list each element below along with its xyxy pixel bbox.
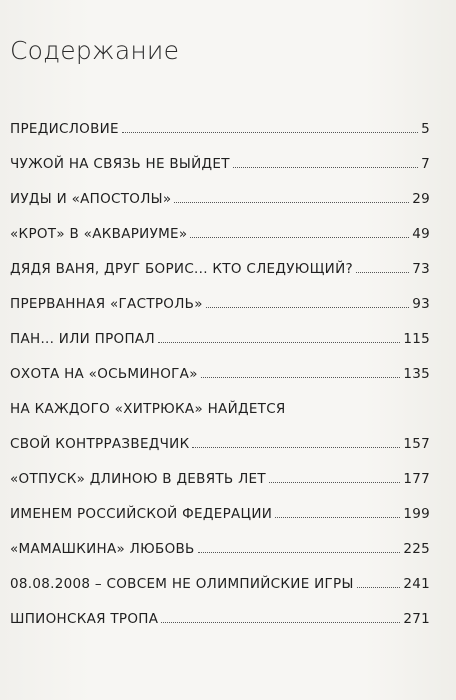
toc-entry-page: 135 (403, 366, 430, 382)
toc-entry-page: 7 (421, 156, 430, 172)
dot-leader (198, 552, 401, 553)
toc-entry (10, 573, 430, 592)
dot-leader (275, 517, 400, 518)
toc-entry (10, 503, 430, 522)
toc-entry-title: ПАН... ИЛИ ПРОПАЛ (10, 331, 155, 347)
page-title: Содержание (10, 36, 180, 65)
toc-entry (10, 293, 430, 312)
toc-entry-title: ИУДЫ И «АПОСТОЛЫ» (10, 191, 172, 207)
toc-entry-page: 73 (412, 261, 430, 277)
toc-entry-page: 49 (412, 226, 430, 242)
dot-leader (269, 482, 400, 483)
table-of-contents (10, 118, 430, 643)
dot-leader (158, 342, 400, 343)
dot-leader (192, 447, 400, 448)
dot-leader (201, 377, 401, 378)
toc-entry (10, 538, 430, 557)
toc-entry-title: «КРОТ» В «АКВАРИУМЕ» (10, 226, 188, 242)
toc-entry-title: «МАМАШКИНА» ЛЮБОВЬ (10, 541, 195, 557)
toc-entry (10, 398, 430, 417)
dot-leader (161, 622, 400, 623)
dot-leader (356, 272, 409, 273)
toc-entry (10, 188, 430, 207)
toc-entry-title: ЧУЖОЙ НА СВЯЗЬ НЕ ВЫЙДЕТ (10, 156, 230, 172)
toc-entry-page: 115 (403, 331, 430, 347)
toc-entry (10, 363, 430, 382)
toc-entry-page: 93 (412, 296, 430, 312)
toc-entry-page: 199 (403, 506, 430, 522)
toc-entry-title: ПРЕРВАННАЯ «ГАСТРОЛЬ» (10, 296, 203, 312)
dot-leader (122, 132, 418, 133)
toc-entry-title: ПРЕДИСЛОВИЕ (10, 121, 119, 137)
dot-leader (233, 167, 418, 168)
dot-leader (206, 307, 409, 308)
toc-entry-title: СВОЙ КОНТРРАЗВЕДЧИК (10, 436, 190, 452)
toc-entry (10, 223, 430, 242)
toc-entry-title: ДЯДЯ ВАНЯ, ДРУГ БОРИС... КТО СЛЕДУЮЩИЙ? (10, 261, 353, 277)
toc-entry-page: 29 (412, 191, 430, 207)
toc-entry-page: 241 (403, 576, 430, 592)
toc-entry-title: «ОТПУСК» ДЛИНОЮ В ДЕВЯТЬ ЛЕТ (10, 471, 266, 487)
toc-entry-title: ИМЕНЕМ РОССИЙСКОЙ ФЕДЕРАЦИИ (10, 506, 273, 522)
toc-entry-title: 08.08.2008 – СОВСЕМ НЕ ОЛИМПИЙСКИЕ ИГРЫ (10, 576, 354, 592)
toc-entry-title: ШПИОНСКАЯ ТРОПА (10, 611, 159, 627)
toc-entry (10, 433, 430, 452)
toc-entry-title: ОХОТА НА «ОСЬМИНОГА» (10, 366, 198, 382)
toc-entry (10, 608, 430, 627)
dot-leader (174, 202, 409, 203)
toc-entry (10, 328, 430, 347)
toc-entry (10, 118, 430, 137)
toc-entry (10, 468, 430, 487)
toc-entry (10, 258, 430, 277)
toc-entry-page: 177 (403, 471, 430, 487)
toc-entry-page: 225 (403, 541, 430, 557)
toc-entry-page: 157 (403, 436, 430, 452)
toc-entry-page: 271 (403, 611, 430, 627)
toc-entry-page: 5 (421, 121, 430, 137)
toc-entry-title: НА КАЖДОГО «ХИТРЮКА» НАЙДЕТСЯ (10, 401, 286, 417)
dot-leader (357, 587, 401, 588)
toc-entry (10, 153, 430, 172)
dot-leader (190, 237, 409, 238)
